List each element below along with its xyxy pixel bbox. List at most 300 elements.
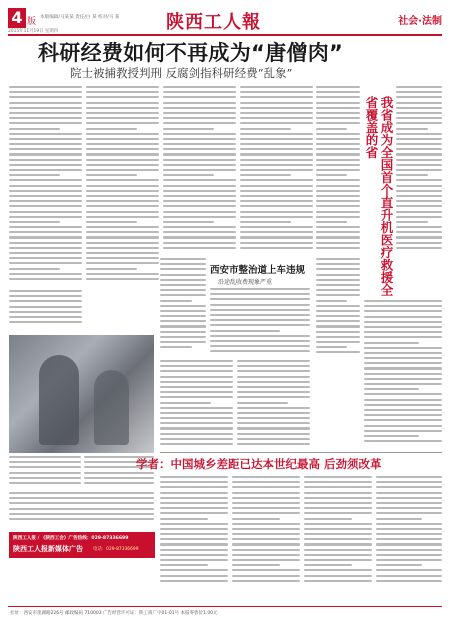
text-line xyxy=(316,336,360,338)
text-line xyxy=(376,481,442,483)
text-line xyxy=(160,417,233,419)
text-line xyxy=(396,122,442,124)
text-line xyxy=(9,306,82,308)
text-line xyxy=(9,190,82,192)
text-line xyxy=(316,258,360,260)
text-line xyxy=(163,242,236,244)
text-line xyxy=(396,164,442,166)
text-line xyxy=(396,153,442,155)
text-line xyxy=(396,211,442,213)
text-line xyxy=(232,481,300,483)
header-meta: 本版编辑/马某某 责任/白 某 校对/马 某 xyxy=(40,15,120,20)
text-line xyxy=(396,205,442,207)
text-line xyxy=(396,96,442,98)
text-line xyxy=(316,138,360,140)
text-line xyxy=(160,523,228,525)
text-line xyxy=(9,508,154,510)
text-line xyxy=(210,298,310,300)
text-line xyxy=(240,211,313,213)
text-line xyxy=(160,575,228,577)
text-line xyxy=(160,300,192,302)
page-number-value: 4 xyxy=(11,8,23,27)
text-line xyxy=(237,417,310,419)
text-line xyxy=(364,409,442,411)
page-label: 版 xyxy=(27,17,37,27)
photo-person-shape-2 xyxy=(94,370,129,445)
text-line xyxy=(232,569,300,571)
text-line xyxy=(232,559,300,561)
text-line xyxy=(210,330,280,332)
text-line xyxy=(160,336,206,338)
text-line xyxy=(316,148,360,150)
text-line xyxy=(163,86,236,88)
text-line xyxy=(160,549,228,551)
text-line xyxy=(364,316,442,318)
text-line xyxy=(376,569,442,571)
text-line xyxy=(396,216,442,218)
text-line xyxy=(160,559,228,561)
text-line xyxy=(376,538,442,540)
text-line xyxy=(163,107,236,109)
text-line xyxy=(9,502,154,504)
text-line xyxy=(9,138,82,140)
section-title: 社会·法制 xyxy=(398,16,442,27)
text-line xyxy=(304,564,352,566)
article-col-left-lower xyxy=(9,492,154,528)
text-line xyxy=(160,310,206,312)
text-line xyxy=(232,575,300,577)
bottom-col-3 xyxy=(304,476,372,586)
text-line xyxy=(160,569,228,571)
text-line xyxy=(160,305,206,307)
text-line xyxy=(9,205,82,207)
text-line xyxy=(160,580,228,582)
text-line xyxy=(232,538,300,540)
text-line xyxy=(9,290,82,292)
text-line xyxy=(163,195,236,197)
text-line xyxy=(240,122,313,124)
text-line xyxy=(364,300,442,302)
text-line xyxy=(316,216,360,218)
text-line xyxy=(376,486,442,488)
text-line xyxy=(163,200,236,202)
text-line xyxy=(396,86,442,88)
text-line xyxy=(304,533,372,535)
text-line xyxy=(316,117,360,119)
text-line xyxy=(160,528,228,530)
text-line xyxy=(237,376,310,378)
text-line xyxy=(237,443,310,445)
text-line xyxy=(237,381,310,383)
article-col-4 xyxy=(240,86,313,256)
text-line xyxy=(376,543,442,545)
text-line xyxy=(86,262,159,264)
text-line xyxy=(9,169,82,171)
text-line xyxy=(396,169,442,171)
text-line xyxy=(163,211,236,213)
text-line xyxy=(376,502,442,504)
text-line xyxy=(160,263,206,265)
text-line xyxy=(316,143,360,145)
text-line xyxy=(9,316,82,318)
text-line xyxy=(364,388,419,390)
text-line xyxy=(86,242,159,244)
text-line xyxy=(396,242,442,244)
text-line xyxy=(232,554,300,556)
text-line xyxy=(376,512,442,514)
text-line xyxy=(396,117,442,119)
text-line xyxy=(240,128,291,130)
text-line xyxy=(9,128,60,130)
text-line xyxy=(364,326,442,328)
text-line xyxy=(160,320,206,322)
text-line xyxy=(86,236,159,238)
text-line xyxy=(210,340,310,342)
text-line xyxy=(304,481,372,483)
text-line xyxy=(240,112,313,114)
text-line xyxy=(376,497,442,499)
text-line xyxy=(163,128,214,130)
text-line xyxy=(376,549,442,551)
text-line xyxy=(9,112,82,114)
text-line xyxy=(396,185,442,187)
text-line xyxy=(210,350,310,352)
article-col-5 xyxy=(160,360,233,452)
text-line xyxy=(160,284,206,286)
text-line xyxy=(376,559,442,561)
text-line xyxy=(240,102,313,104)
text-line xyxy=(9,461,81,463)
footer-rule xyxy=(8,606,442,607)
text-line xyxy=(86,179,159,181)
text-line xyxy=(376,554,442,556)
text-line xyxy=(160,279,206,281)
text-line xyxy=(316,325,360,327)
text-line xyxy=(160,274,206,276)
text-line xyxy=(9,278,82,280)
text-line xyxy=(232,543,300,545)
text-line xyxy=(396,200,442,202)
mid-story-title: 西安市整治道上车违规 xyxy=(210,265,306,276)
text-line xyxy=(9,164,82,166)
text-line xyxy=(163,169,236,171)
text-line xyxy=(364,419,442,421)
text-line xyxy=(240,117,313,119)
ad-banner[interactable] xyxy=(9,532,155,558)
text-line xyxy=(364,399,442,401)
text-line xyxy=(396,107,442,109)
text-line xyxy=(160,360,233,362)
text-line xyxy=(160,381,233,383)
text-line xyxy=(396,143,442,145)
text-line xyxy=(316,226,360,228)
text-line xyxy=(9,231,82,233)
ad-line-1: 陕西工人报 / 《陕西工会》广告热线：029-87336699 xyxy=(13,536,129,541)
text-line xyxy=(9,159,82,161)
text-line xyxy=(316,294,360,296)
text-line xyxy=(237,365,310,367)
text-line xyxy=(396,112,442,114)
text-line xyxy=(9,179,82,181)
text-line xyxy=(237,407,310,409)
text-line xyxy=(86,257,159,259)
text-line xyxy=(232,564,280,566)
text-line xyxy=(240,221,291,223)
text-line xyxy=(160,518,208,520)
text-line xyxy=(237,360,310,362)
text-line xyxy=(163,221,214,223)
text-line xyxy=(9,185,82,187)
text-line xyxy=(304,575,372,577)
text-line xyxy=(304,497,372,499)
text-line xyxy=(160,497,228,499)
text-line xyxy=(160,481,228,483)
text-line xyxy=(316,247,360,249)
text-line xyxy=(9,257,82,259)
text-line xyxy=(86,102,159,104)
text-line xyxy=(163,231,236,233)
text-line xyxy=(316,122,360,124)
text-line xyxy=(210,319,310,321)
text-line xyxy=(9,268,60,270)
text-line xyxy=(160,433,233,435)
text-line xyxy=(160,341,206,343)
text-line xyxy=(240,91,313,93)
text-line xyxy=(86,153,159,155)
text-line xyxy=(160,402,211,404)
text-line xyxy=(376,528,442,530)
text-line xyxy=(160,407,233,409)
text-line xyxy=(9,497,154,499)
photo-caption-1 xyxy=(9,456,81,488)
text-line xyxy=(240,138,313,140)
text-line xyxy=(304,549,372,551)
mid-story-box xyxy=(160,258,312,358)
text-line xyxy=(316,86,360,88)
text-line xyxy=(316,153,360,155)
text-line xyxy=(86,107,159,109)
text-line xyxy=(86,205,159,207)
text-line xyxy=(9,143,82,145)
text-line xyxy=(364,383,442,385)
text-line xyxy=(232,502,300,504)
text-line xyxy=(163,96,236,98)
text-line xyxy=(304,528,372,530)
text-line xyxy=(376,507,442,509)
text-line xyxy=(86,128,137,130)
text-line xyxy=(84,482,154,484)
text-line xyxy=(9,117,82,119)
text-line xyxy=(240,148,313,150)
text-line xyxy=(86,273,159,275)
text-line xyxy=(163,117,236,119)
text-line xyxy=(376,575,442,577)
text-line xyxy=(232,507,300,509)
text-line xyxy=(240,247,313,249)
text-line xyxy=(160,422,233,424)
text-line xyxy=(316,242,360,244)
text-line xyxy=(232,492,300,494)
mid-story-subtitle: 沿途乱收费现象严重 xyxy=(218,279,273,286)
article-col-1 xyxy=(9,86,82,286)
text-line xyxy=(86,133,159,135)
text-line xyxy=(304,512,372,514)
text-line xyxy=(163,205,236,207)
text-line xyxy=(396,159,442,161)
text-line xyxy=(240,86,313,88)
text-line xyxy=(237,412,310,414)
text-line xyxy=(163,174,214,176)
text-line xyxy=(86,195,159,197)
text-line xyxy=(210,293,310,295)
text-line xyxy=(210,335,310,337)
text-line xyxy=(163,190,236,192)
bottom-col-2 xyxy=(232,476,300,586)
text-line xyxy=(237,370,310,372)
text-line xyxy=(304,538,372,540)
text-line xyxy=(160,396,233,398)
text-line xyxy=(232,528,300,530)
text-line xyxy=(396,221,428,223)
text-line xyxy=(9,482,81,484)
text-line xyxy=(364,310,442,312)
text-line xyxy=(364,435,419,437)
text-line xyxy=(86,226,159,228)
text-line xyxy=(86,174,137,176)
text-line xyxy=(160,486,228,488)
text-line xyxy=(316,289,360,291)
text-line xyxy=(364,352,442,354)
text-line xyxy=(316,128,347,130)
text-line xyxy=(9,221,60,223)
text-line xyxy=(9,91,82,93)
text-line xyxy=(364,347,442,349)
text-line xyxy=(240,185,313,187)
text-line xyxy=(304,580,372,582)
text-line xyxy=(160,538,228,540)
text-line xyxy=(304,543,372,545)
text-line xyxy=(160,438,233,440)
text-line xyxy=(240,205,313,207)
ad-phone: 电话：029-87336699 xyxy=(93,547,139,552)
article-col-3 xyxy=(163,86,236,256)
text-line xyxy=(9,86,82,88)
text-line xyxy=(316,231,360,233)
text-line xyxy=(160,476,228,478)
text-line xyxy=(376,523,442,525)
text-line xyxy=(240,236,313,238)
text-line xyxy=(240,242,313,244)
text-line xyxy=(9,226,82,228)
text-line xyxy=(160,564,208,566)
text-line xyxy=(376,580,442,582)
text-line xyxy=(163,179,236,181)
text-line xyxy=(160,502,228,504)
text-line xyxy=(316,174,347,176)
text-line xyxy=(396,174,428,176)
text-line xyxy=(163,148,236,150)
text-line xyxy=(364,321,442,323)
text-line xyxy=(86,169,159,171)
text-line xyxy=(9,477,81,479)
text-line xyxy=(210,309,310,311)
text-line xyxy=(316,96,360,98)
text-line xyxy=(160,289,206,291)
text-line xyxy=(364,362,442,364)
text-line xyxy=(316,133,360,135)
text-line xyxy=(316,159,360,161)
text-line xyxy=(160,268,206,270)
text-line xyxy=(316,305,360,307)
text-line xyxy=(86,278,159,280)
text-line xyxy=(240,164,313,166)
text-line xyxy=(240,216,313,218)
text-line xyxy=(160,325,206,327)
text-line xyxy=(163,91,236,93)
text-line xyxy=(163,226,236,228)
text-line xyxy=(9,107,82,109)
text-line xyxy=(160,331,206,333)
text-line xyxy=(316,320,360,322)
text-line xyxy=(86,96,159,98)
text-line xyxy=(86,159,159,161)
text-line xyxy=(240,143,313,145)
text-line xyxy=(9,195,82,197)
text-line xyxy=(86,138,159,140)
text-line xyxy=(160,512,228,514)
text-line xyxy=(9,456,81,458)
text-line xyxy=(304,507,372,509)
text-line xyxy=(240,190,313,192)
text-line xyxy=(163,164,236,166)
text-line xyxy=(86,231,159,233)
text-line xyxy=(396,91,442,93)
text-line xyxy=(163,133,236,135)
ad-line-2: 陕西工人报新媒体广告 xyxy=(13,545,83,553)
text-line xyxy=(160,365,233,367)
text-line xyxy=(232,523,300,525)
text-line xyxy=(240,169,313,171)
text-line xyxy=(396,236,442,238)
header-rule xyxy=(8,34,442,36)
text-line xyxy=(304,554,372,556)
text-line xyxy=(232,533,300,535)
date-line: 2015年11月19日 星期四 xyxy=(8,29,59,34)
text-line xyxy=(364,414,442,416)
photo-person-shape xyxy=(39,355,79,445)
side-story-col-3 xyxy=(364,300,442,450)
text-line xyxy=(9,466,81,468)
text-line xyxy=(316,268,360,270)
text-line xyxy=(163,185,236,187)
text-line xyxy=(316,185,360,187)
text-line xyxy=(240,200,313,202)
text-line xyxy=(240,153,313,155)
text-line xyxy=(86,86,159,88)
text-line xyxy=(9,200,82,202)
text-line xyxy=(237,396,310,398)
text-line xyxy=(364,336,442,338)
text-line xyxy=(9,211,82,213)
text-line xyxy=(9,492,154,494)
text-line xyxy=(163,112,236,114)
text-line xyxy=(210,288,310,290)
text-line xyxy=(364,357,442,359)
text-line xyxy=(237,402,288,404)
news-photo xyxy=(9,335,154,453)
text-line xyxy=(240,231,313,233)
text-line xyxy=(240,174,291,176)
